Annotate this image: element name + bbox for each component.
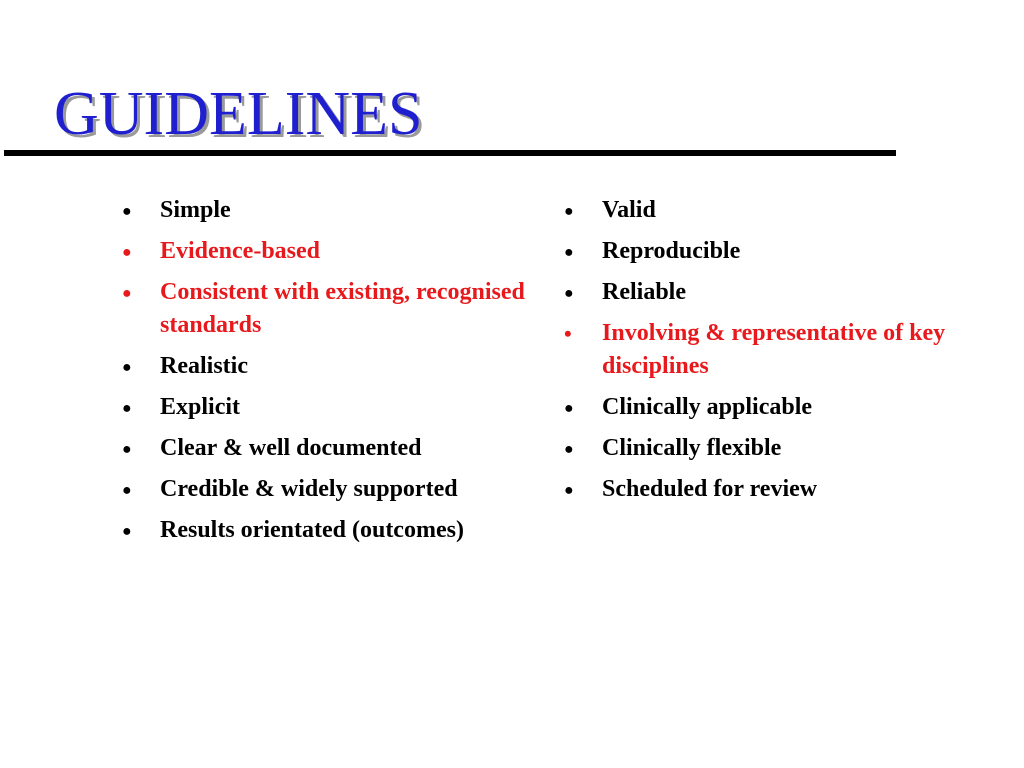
left-bullet-list — [116, 194, 536, 555]
list-item-text: Valid — [602, 197, 656, 223]
list-item — [116, 276, 536, 342]
title-underline-divider — [4, 150, 896, 156]
list-item — [558, 317, 988, 383]
bullet-dot-icon: ● — [564, 400, 574, 417]
list-item — [558, 276, 988, 309]
bullet-dot-icon: ● — [564, 441, 574, 458]
bullet-dot-icon: ● — [564, 482, 574, 499]
list-item — [558, 391, 988, 424]
bullet-dot-icon: ● — [122, 400, 132, 417]
list-item-text: Credible & widely supported — [160, 476, 458, 502]
bullet-dot-icon: ● — [122, 244, 132, 261]
list-item — [116, 514, 536, 547]
list-item-text: Clear & well documented — [160, 435, 422, 461]
list-item — [116, 235, 536, 268]
list-item-text: Clinically flexible — [602, 435, 782, 461]
list-item — [116, 391, 536, 424]
bullet-dot-icon: ● — [564, 285, 574, 302]
bullet-dot-icon: ● — [122, 285, 132, 302]
list-item — [558, 473, 988, 506]
slide-title: GUIDELINES — [54, 80, 423, 148]
bullet-dot-icon: ● — [564, 244, 574, 261]
right-bullet-list — [558, 194, 988, 514]
bullet-dot-icon: ● — [122, 482, 132, 499]
list-item — [116, 432, 536, 465]
list-item-text: Involving & representative of key disciplines — [602, 320, 946, 379]
list-item-text: Simple — [160, 197, 231, 223]
list-item-text: Scheduled for review — [602, 476, 818, 502]
list-item — [558, 432, 988, 465]
list-item-text: Clinically applicable — [602, 394, 813, 420]
list-item-text: Reliable — [602, 279, 686, 305]
list-item-text: Consistent with existing, recognised standards — [160, 279, 525, 338]
bullet-dot-icon: • — [564, 321, 572, 346]
list-item-text: Realistic — [160, 353, 248, 379]
bullet-dot-icon: ● — [122, 203, 132, 220]
bullet-dot-icon: ● — [122, 441, 132, 458]
list-item — [116, 350, 536, 383]
bullet-dot-icon: ● — [122, 523, 132, 540]
bullet-dot-icon: ● — [564, 203, 574, 220]
list-item-text: Reproducible — [602, 238, 741, 264]
list-item — [558, 194, 988, 227]
list-item-text: Evidence-based — [160, 238, 321, 264]
list-item — [116, 194, 536, 227]
bullet-dot-icon: ● — [122, 359, 132, 376]
list-item — [558, 235, 988, 268]
list-item-text: Explicit — [160, 394, 241, 420]
list-item-text: Results orientated (outcomes) — [160, 517, 464, 543]
list-item — [116, 473, 536, 506]
